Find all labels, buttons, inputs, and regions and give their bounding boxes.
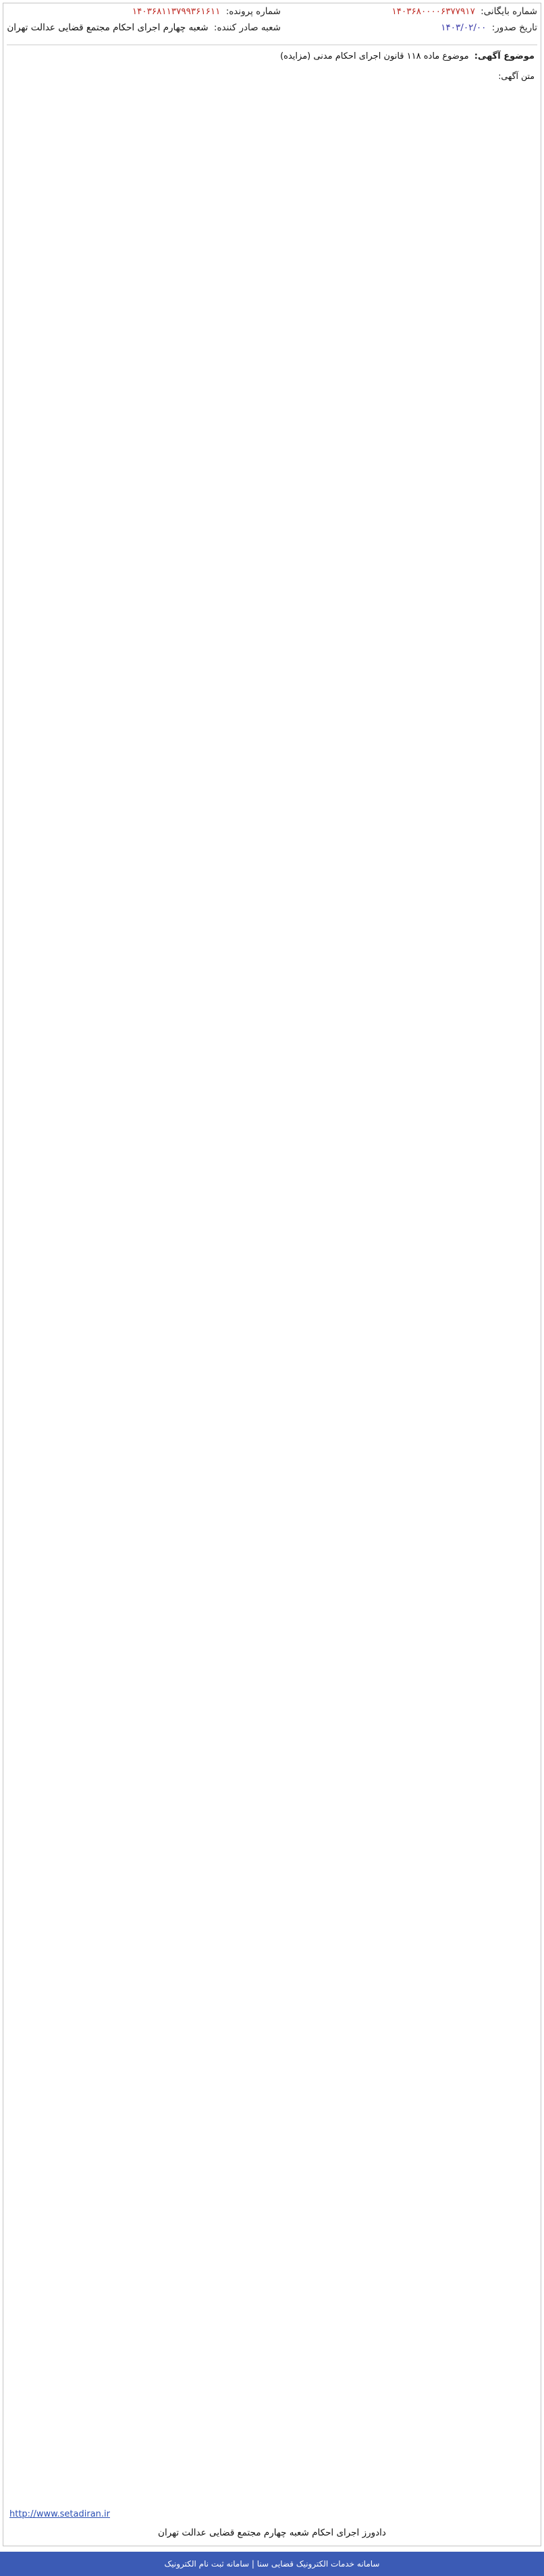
issuing-branch-value: شعبه چهارم اجرای احکام مجتمع قضایی عدالت تهران	[7, 22, 209, 33]
subject-row	[9, 50, 535, 63]
archive-number-label: شماره بایگانی:	[481, 6, 537, 17]
notice-header	[7, 4, 537, 45]
issue-date-value: ۱۴۰۳/۰۲/۰۰	[441, 22, 487, 33]
body-label: متن آگهی:	[498, 71, 535, 81]
subject-label: موضوع آگهی:	[474, 51, 535, 61]
case-number-value: ۱۴۰۳۶۸۱۱۳۷۹۹۳۶۱۶۱۱	[132, 6, 221, 17]
issue-date	[441, 20, 537, 35]
archive-number	[392, 4, 537, 19]
site-row	[9, 2507, 535, 2522]
notice-body	[9, 67, 535, 2488]
header-row-top	[7, 4, 537, 19]
issue-date-label: تاریخ صدور:	[491, 22, 537, 33]
issuing-branch	[7, 20, 281, 35]
case-number-label: شماره پرونده:	[225, 6, 281, 17]
signature: دادورز اجرای احکام شعبه چهارم مجتمع قضایی عدالت تهران	[158, 2527, 386, 2538]
subject-value: موضوع ماده ۱۱۸ قانون اجرای احکام مدنی (مزایده)	[280, 51, 469, 61]
case-number	[132, 4, 281, 19]
archive-number-value: ۱۴۰۳۶۸۰۰۰۰۶۳۷۷۹۱۷	[391, 6, 475, 17]
header-row-bottom	[7, 20, 537, 35]
setad-link[interactable]: http://www.setadiran.ir	[9, 2509, 110, 2519]
issuing-branch-label: شعبه صادر کننده:	[213, 22, 281, 33]
footer-bar: سامانه خدمات الکترونیک قضایی سنا | سامانه ثبت نام الکترونیک	[0, 2552, 544, 2576]
